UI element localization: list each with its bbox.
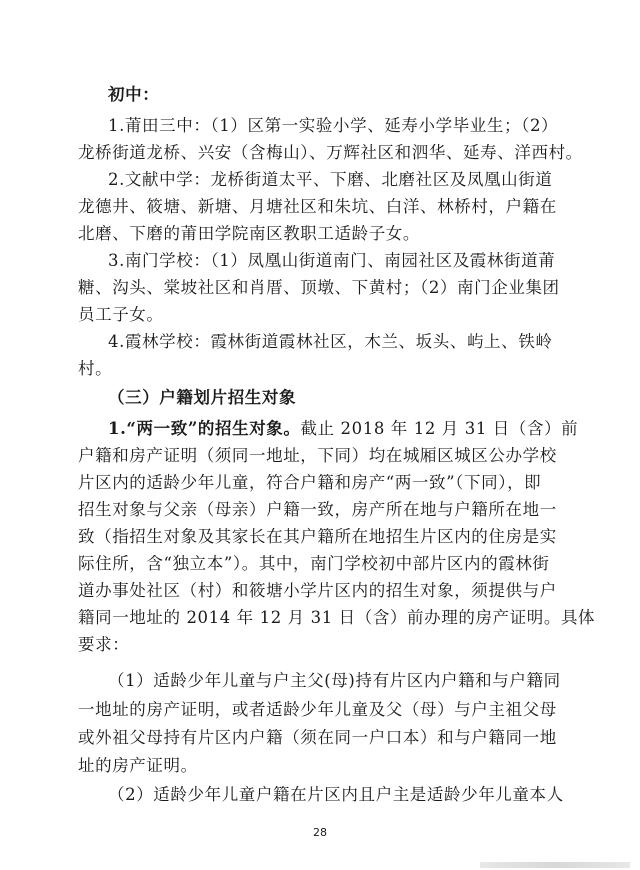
item-4-line-1: 4.霞林学校：霞林街道霞林社区，木兰、坂头、屿上、铁岭 — [108, 332, 553, 351]
para1-line-7: 道办事处社区（村）和筱塘小学片区内的招生对象，须提供与户 — [78, 581, 557, 600]
para1-line-9: 要求： — [78, 635, 130, 654]
para1-line-5: 致（指招生对象及其家长在其户籍所在地招生片区内的住房是实 — [78, 527, 557, 546]
item-3-line-3: 员工子女。 — [78, 305, 164, 324]
heading-middle-school: 初中： — [108, 85, 160, 104]
page-number: 28 — [313, 826, 327, 839]
para1-line-3: 片区内的适龄少年儿童，符合户籍和房产“两一致”（下同），即 — [78, 473, 542, 492]
item-4-line-2: 村。 — [78, 359, 113, 378]
sub1-line-1: （1）适龄少年儿童与户主父(母)持有片区内户籍和与户籍同 — [108, 671, 561, 690]
item-1-line-2: 龙桥街道龙桥、兴安（含梅山）、万辉社区和泗华、延寿、洋西村。 — [78, 143, 583, 162]
sub1-line-4: 址的房产证明。 — [78, 756, 198, 775]
item-2-line-3: 北磨、下磨的莆田学院南区教职工适龄子女。 — [78, 224, 420, 243]
section-heading: （三）户籍划片招生对象 — [108, 388, 297, 407]
item-3-line-1: 3.南门学校：（1）凤凰山街道南门、南园社区及霞林街道莆 — [108, 251, 556, 270]
sub2-line-1: （2）适龄少年儿童户籍在片区内且户主是适龄少年儿童本人 — [108, 785, 564, 804]
para1-bold-lead: 1.“两一致”的招生对象。 — [108, 419, 301, 438]
sub1-line-2: 一地址的房产证明，或者适龄少年儿童及父（母）与户主祖父母 — [78, 700, 557, 719]
item-2-line-1: 2.文献中学：龙桥街道太平、下磨、北磨社区及凤凰山街道 — [108, 170, 553, 189]
para1-line-6: 际住所，含“独立本”）。其中，南门学校初中部片区内的霞林街 — [78, 554, 550, 573]
item-1-line-1: 1.莆田三中：（1）区第一实验小学、延寿小学毕业生；（2） — [108, 116, 559, 135]
footer-smudge — [480, 862, 630, 868]
sub1-line-3: 或外祖父母持有片区内户籍（须在同一户口本）和与户籍同一地 — [78, 728, 557, 747]
para1-first-rest: 截止 2018 年 12 月 31 日（含）前 — [300, 419, 579, 438]
item-2-line-2: 龙德井、筱塘、新塘、月塘社区和朱坑、白洋、林桥村，户籍在 — [78, 197, 557, 216]
para1-line-8: 籍同一地址的 2014 年 12 月 31 日（含）前办理的房产证明。具体 — [78, 608, 596, 627]
para1-line-2: 户籍和房产证明（须同一地址，下同）均在城厢区城区公办学校 — [78, 446, 557, 465]
para1-line-1 — [108, 418, 640, 440]
para1-line-4: 招生对象与父亲（母亲）户籍一致，房产所在地与户籍所在地一 — [78, 500, 557, 519]
item-3-line-2: 糖、沟头、棠坡社区和肖厝、顶墩、下黄村；（2）南门企业集团 — [78, 278, 560, 297]
